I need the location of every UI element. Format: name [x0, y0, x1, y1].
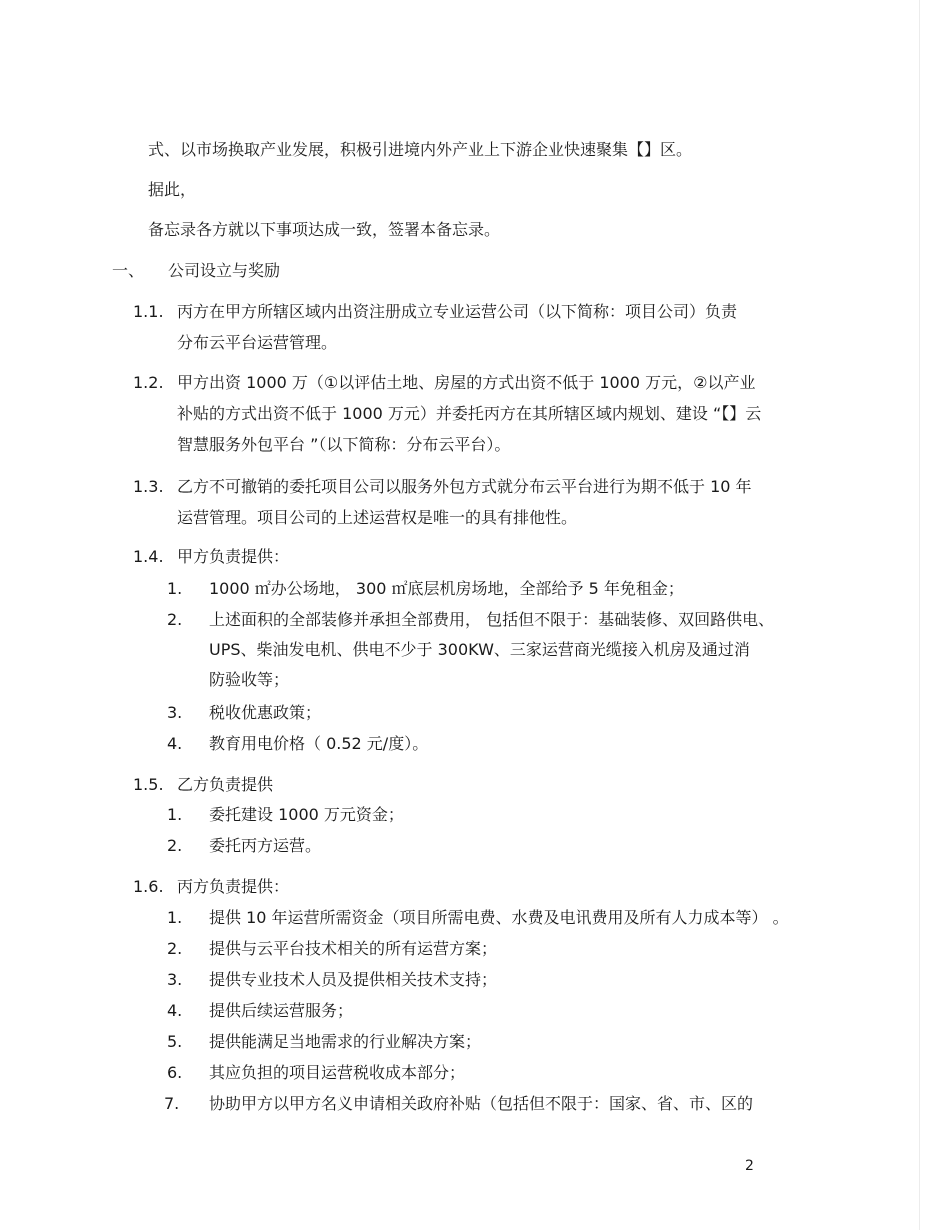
clause-text: 甲方出资 1000 万（①以评估土地、房屋的方式出资不低于 1000 万元，②以产业 — [177, 373, 756, 392]
list-item-number: 6. — [167, 1063, 183, 1082]
list-item-number: 1. — [167, 579, 183, 598]
clause-text: 智慧服务外包平台 ”（以下简称：分布云平台）。 — [177, 435, 511, 454]
list-item-number: 7. — [164, 1094, 180, 1113]
list-item-number: 3. — [167, 970, 183, 989]
clause-text: 丙方负责提供： — [177, 877, 290, 896]
list-item-text: 委托丙方运营。 — [209, 836, 322, 855]
list-item-text: 提供后续运营服务； — [209, 1001, 354, 1020]
intro-line: 备忘录各方就以下事项达成一致，签署本备忘录。 — [148, 220, 501, 239]
list-item-text: 提供与云平台技术相关的所有运营方案； — [209, 939, 498, 958]
clause-text: 补贴的方式出资不低于 1000 万元）并委托丙方在其所辖区域内规划、建设 “【】云 — [177, 404, 762, 423]
intro-line: 式、以市场换取产业发展，积极引进境内外产业上下游企业快速聚集【】区。 — [148, 140, 693, 159]
list-item-number: 5. — [167, 1032, 183, 1051]
clause-number: 1.3. — [133, 477, 164, 496]
list-item-text: 其应负担的项目运营税收成本部分； — [209, 1063, 466, 1082]
list-item-text: 教育用电价格（ 0.52 元/度）。 — [209, 734, 429, 753]
intro-line: 据此， — [148, 180, 197, 199]
section-number: 一、 — [112, 261, 145, 280]
list-item-number: 1. — [167, 805, 183, 824]
clause-text: 乙方负责提供 — [177, 775, 274, 794]
list-item-text: 提供 10 年运营所需资金（项目所需电费、水费及电讯费用及所有人力成本等） 。 — [209, 908, 789, 927]
list-item-text: 上述面积的全部装修并承担全部费用， 包括但不限于：基础装修、双回路供电、 — [209, 610, 775, 629]
list-item-number: 4. — [167, 1001, 183, 1020]
page-number: 2 — [745, 1158, 754, 1174]
clause-number: 1.1. — [133, 302, 164, 321]
list-item-text: 委托建设 1000 万元资金； — [209, 805, 404, 824]
list-item-number: 2. — [167, 939, 183, 958]
list-item-number: 2. — [167, 836, 183, 855]
clause-text: 丙方在甲方所辖区域内出资注册成立专业运营公司（以下简称：项目公司）负责 — [177, 302, 738, 321]
clause-text: 分布云平台运营管理。 — [177, 333, 338, 352]
clause-number: 1.2. — [133, 373, 164, 392]
clause-text: 乙方不可撤销的委托项目公司以服务外包方式就分布云平台进行为期不低于 10 年 — [177, 477, 752, 496]
clause-number: 1.5. — [133, 775, 164, 794]
list-item-text: 协助甲方以甲方名义申请相关政府补贴（包括但不限于：国家、省、市、区的 — [209, 1094, 754, 1113]
list-item-number: 2. — [167, 610, 183, 629]
section-title: 公司设立与奖励 — [168, 261, 281, 280]
list-item-text: 1000 ㎡办公场地， 300 ㎡底层机房场地，全部给予 5 年免租金； — [209, 579, 684, 598]
list-item-number: 1. — [167, 908, 183, 927]
list-item-text: 税收优惠政策； — [209, 703, 322, 722]
list-item-text: 提供能满足当地需求的行业解决方案； — [209, 1032, 482, 1051]
clause-number: 1.6. — [133, 877, 164, 896]
clause-text: 运营管理。项目公司的上述运营权是唯一的具有排他性。 — [177, 508, 578, 527]
list-item-number: 4. — [167, 734, 183, 753]
clause-text: 甲方负责提供： — [177, 547, 290, 566]
list-item-text: 防验收等； — [209, 670, 290, 689]
list-item-text: UPS、柴油发电机、供电不少于 300KW、三家运营商光缆接入机房及通过消 — [209, 640, 750, 659]
clause-number: 1.4. — [133, 547, 164, 566]
list-item-number: 3. — [167, 703, 183, 722]
page-edge — [919, 0, 950, 1230]
list-item-text: 提供专业技术人员及提供相关技术支持； — [209, 970, 498, 989]
